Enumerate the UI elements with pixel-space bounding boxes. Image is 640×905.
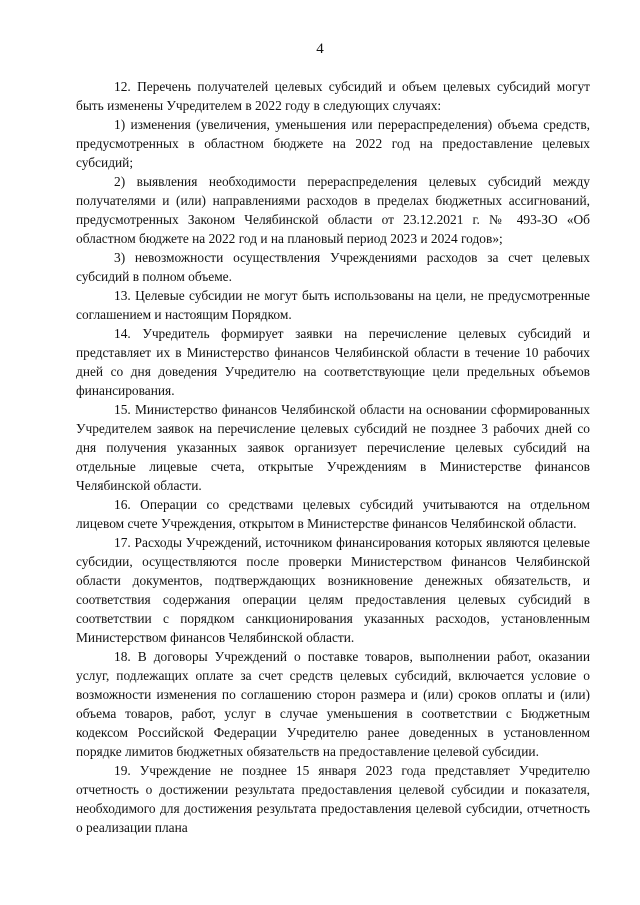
paragraph-12-item-1: 1) изменения (увеличения, уменьшения или перераспределения) объема средств, предусмотренных в областном бюджете на 2022 год на предоставление целевых субсидий; — [76, 117, 590, 170]
paragraph-13: 13. Целевые субсидии не могут быть использованы на цели, не предусмотренные соглашением и настоящим Порядком. — [76, 288, 590, 322]
paragraph-16: 16. Операции со средствами целевых субсидий учитываются на отдельном лицевом счете Учреждения, открытом в Министерстве финансов Челябинской области. — [76, 497, 590, 531]
paragraph-19: 19. Учреждение не позднее 15 января 2023 года представляет Учредителю отчетность о достижении результата предоставления целевой субсидии и показателя, необходимого для достижения результата предоставления целевой субсидии, отчетность о реализации плана — [76, 763, 590, 835]
paragraph-12-item-2: 2) выявления необходимости перераспределения целевых субсидий между получателями и (или) направлениями расходов в пределах бюджетных ассигнований, предусмотренных Законом Челябинской области от 23.12.2021 г. № 493-ЗО «Об областном бюджете на 2022 год и на плановый период 2023 и 2024 годов»; — [76, 174, 590, 246]
paragraph-17: 17. Расходы Учреждений, источником финансирования которых являются целевые субсидии, осуществляются после проверки Министерством финансов Челябинской области документов, подтверждающих возникновение денежных обязательств, и соответствия содержания операции целям предоставления целевых субсидий в соответствии с порядком санкционирования указанных расходов, установленным Министерством финансов Челябинской области. — [76, 535, 590, 645]
paragraph-18: 18. В договоры Учреждений о поставке товаров, выполнении работ, оказании услуг, подлежащих оплате за счет средств целевых субсидий, включается условие о возможности изменения по соглашению сторон размера и (или) сроков оплаты и (или) объема товаров, работ, услуг в случае уменьшения в соответствии с Бюджетным кодексом Российской Федерации Учредителю ранее доведенных в установленном порядке лимитов бюджетных обязательств на предоставление целевой субсидии. — [76, 649, 590, 759]
page-number: 4 — [316, 41, 324, 57]
paragraph-15: 15. Министерство финансов Челябинской области на основании сформированных Учредителем заявок на перечисление целевых субсидий не позднее 3 рабочих дней со дня получения указанных заявок организует перечисление целевых субсидий на отдельные лицевые счета, открытые Учреждениям в Министерстве финансов Челябинской области. — [76, 402, 590, 493]
document-body — [76, 77, 590, 837]
paragraph-14: 14. Учредитель формирует заявки на перечисление целевых субсидий и представляет их в Министерство финансов Челябинской области в течение 10 рабочих дней со дня доведения Учредителю на соответствующие цели предельных объемов финансирования. — [76, 326, 590, 398]
paragraph-12: 12. Перечень получателей целевых субсидий и объем целевых субсидий могут быть изменены Учредителем в 2022 году в следующих случаях: — [76, 79, 590, 113]
paragraph-12-item-3: 3) невозможности осуществления Учреждениями расходов за счет целевых субсидий в полном объеме. — [76, 250, 590, 284]
